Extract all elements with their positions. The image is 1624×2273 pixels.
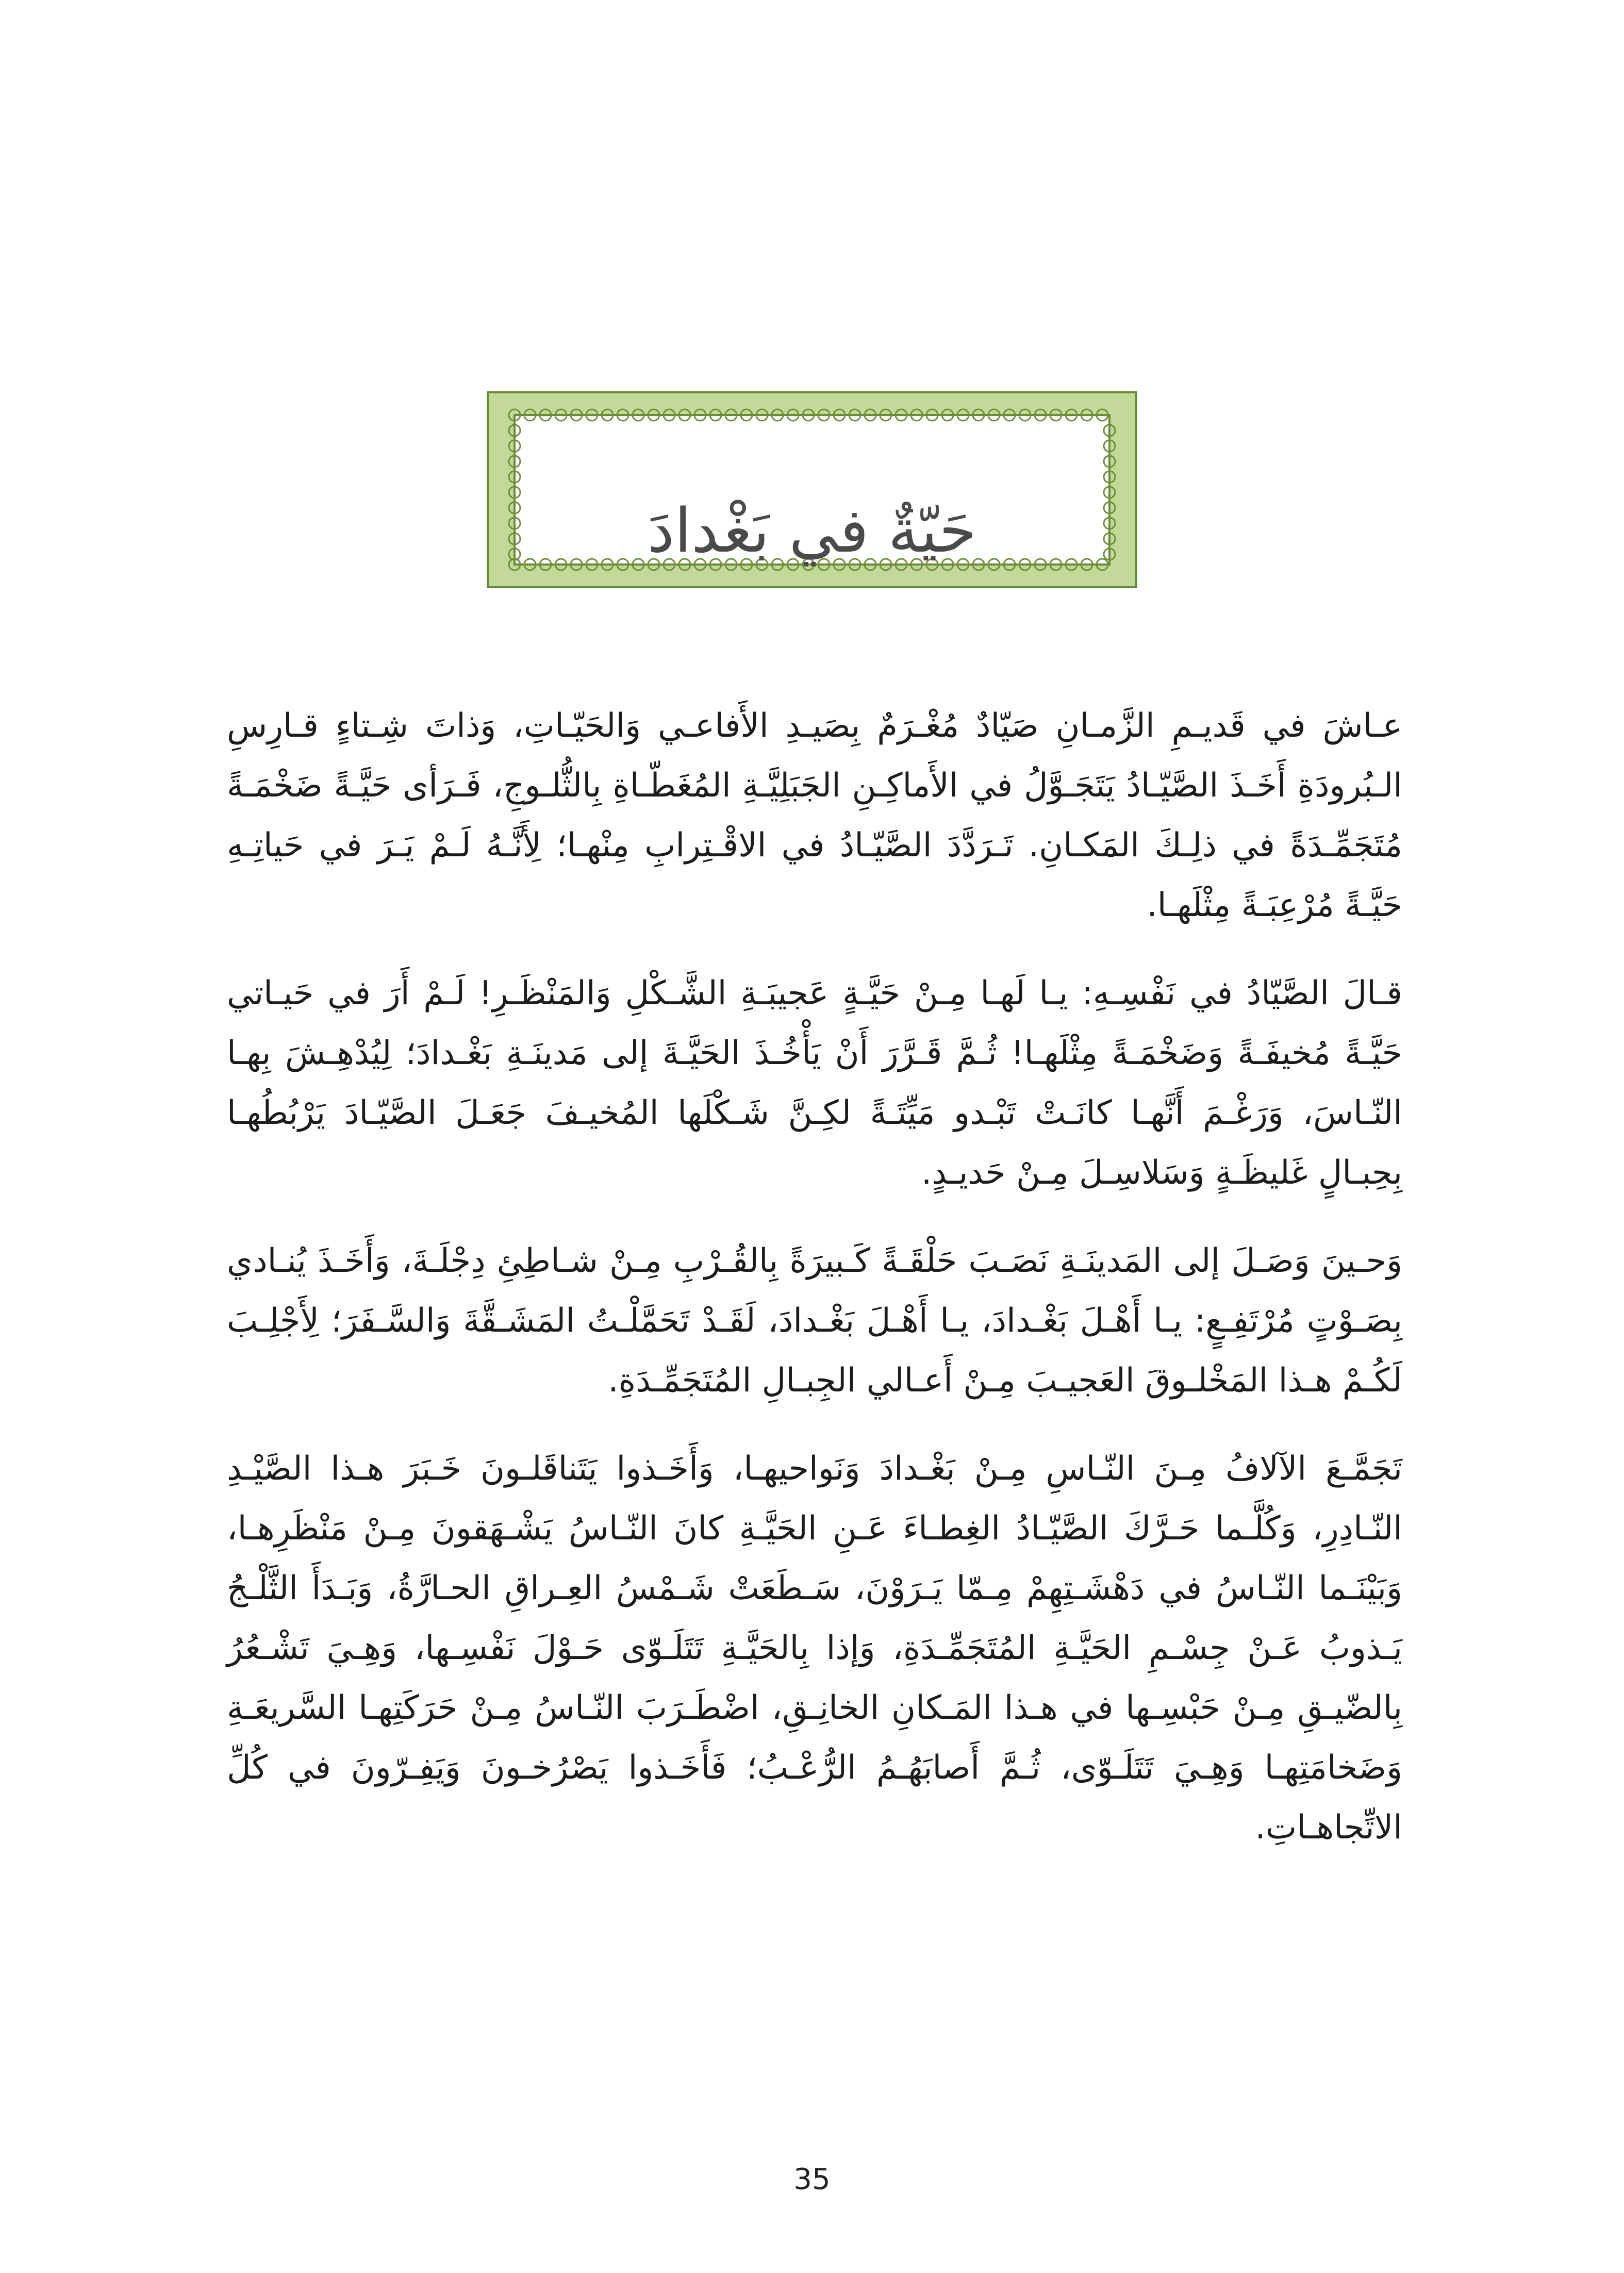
paragraph-1: عـاشَ في قَديـمِ الزَّمـانِ صَيّادٌ مُغْـرَمٌ بِصَيـدِ الأَفاعـي وَالحَيّـاتِ، وَذاتَ شِـتاءٍ قـارِسِ الـبُرودَةِ أَخَـذَ الصَّيّـادُ يَتَجَـوَّلُ في الأَماكِـنِ الجَبَلِيَّـةِ المُغَطّـاةِ بِالثُّلـوجِ، فَـرَأى حَيَّـةً ضَخْمَـةً مُتَجَمِّـدَةً في ذلِـكَ المَكـانِ. تَـرَدَّدَ الصَّيّـادُ في الاقْـتِرابِ مِنْهـا؛ لِأَنَّـهُ لَـمْ يَـرَ في حَياتِـهِ حَيَّـةً مُرْعِبَـةً مِثْلَهـا. [227, 707, 1402, 924]
page-number: 35 [793, 2163, 831, 2196]
story-body [227, 696, 1402, 1886]
paragraph-3: وَحـينَ وَصَـلَ إلى المَدينَـةِ نَصَـبَ حَلْقَـةً كَـبيرَةً بِالقُـرْبِ مِـنْ شـاطِئِ دِجْلَـةَ، وَأَخَـذَ يُنـادي بِصَـوْتٍ مُرْتَفِـعٍ: يـا أَهْـلَ بَغْـدادَ، يـا أَهْـلَ بَغْـدادَ، لَقَـدْ تَحَمَّلْـتُ المَشَـقَّةَ وَالسَّـفَرَ؛ لِأَجْلِـبَ لَكُـمْ هـذا المَخْلـوقَ العَجيـبَ مِـنْ أَعـالي الجِبـالِ المُتَجَمِّـدَةِ. [227, 1242, 1402, 1400]
title-frame [485, 389, 1139, 590]
story-title: حَيّةٌ في بَغْدادَ [647, 495, 977, 567]
paragraph-4: تَجَمَّـعَ الآلافُ مِـنَ النّـاسِ مِـنْ بَغْـدادَ وَنَواحيهـا، وَأَخَـذوا يَتَناقَلـونَ خَـبَرَ هـذا الصَّيْـدِ النّـادِرِ، وَكُلَّـما حَـرَّكَ الصَّيّـادُ الغِطـاءَ عَـنِ الحَيَّـةِ كانَ النّـاسُ يَشْـهَقونَ مِـنْ مَنْظَرِهـا، وَبَيْنَـما النّـاسُ في دَهْشَـتِهِمْ مِـمّا يَـرَوْنَ، سَـطَعَتْ شَـمْسُ العِـراقِ الحـارَّةُ، وَبَـدَأَ الثَّلْـجُ يَـذوبُ عَـنْ جِسْـمِ الحَيَّـةِ المُتَجَمِّـدَةِ، وَإذا بِالحَيَّـةِ تَتَلَـوّى حَـوْلَ نَفْسِـها، وَهِـيَ تَشْـعُرُ بِالضّيـقِ مِـنْ حَبْسِـها في هـذا المَـكانِ الخانِـقِ، اضْطَـرَبَ النّـاسُ مِـنْ حَرَكَتِهـا السَّريعَـةِ وَضَخامَتِهـا وَهِـيَ تَتَلَـوّى، ثُـمَّ أَصابَهُـمُ الرُّعْـبُ؛ فَأَخَـذوا يَصْرُخـونَ وَيَفِـرّونَ في كُلِّ الاتِّجاهـاتِ. [227, 1450, 1402, 1847]
paragraph-2: قـالَ الصَّيّادُ في نَفْسِـهِ: يـا لَهـا مِـنْ حَيَّـةٍ عَجيبَـةِ الشَّـكْلِ وَالمَنْظَـرِ! لَـمْ أَرَ في حَيـاتي حَيَّـةً مُخيفَـةً وَضَخْمَـةً مِثْلَهـا! ثُـمَّ قَـرَّرَ أَنْ يَأْخُـذَ الحَيَّـةَ إلى مَدينَـةِ بَغْـدادَ؛ لِيُدْهِـشَ بِهـا النّـاسَ، وَرَغْـمَ أَنَّهـا كانَـتْ تَبْـدو مَيِّتَـةً لكِـنَّ شَـكْلَها المُخيـفَ جَعَـلَ الصَّيّـادَ يَرْبُطُهـا بِحِبـالٍ غَليظَـةٍ وَسَلاسِـلَ مِـنْ حَديـدٍ. [227, 974, 1402, 1192]
